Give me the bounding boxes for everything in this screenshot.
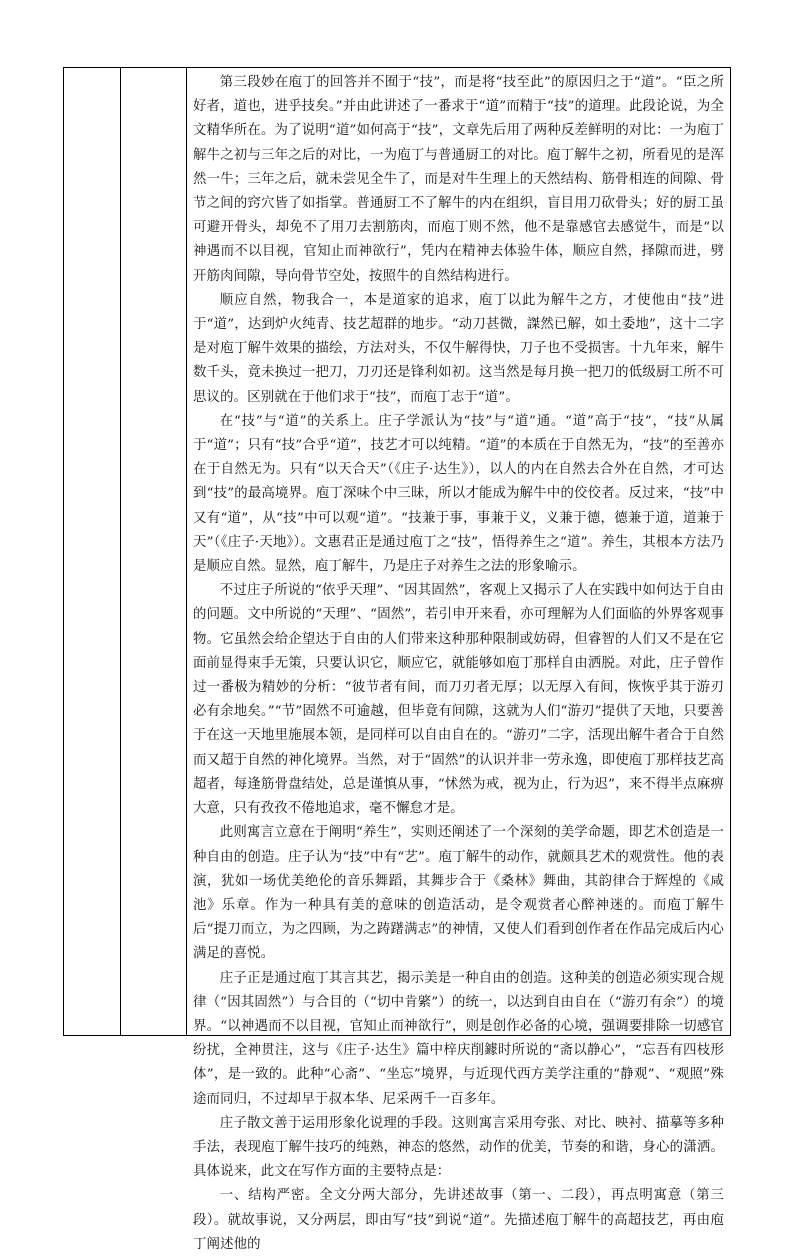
paragraph: 不过庄子所说的“依乎天理”、“因其固然”，客观上又揭示了人在实践中如何达于自由的问题。文中所说的“天理”、“固然”，若引申开来看，亦可理解为人们面临的外界客观事物。它虽然会给企望达于自由的人们带来这种那种限制或妨碍，但睿智的人们又不是在它面前显得束手无策，只要认识它，顺应它，就能够如庖丁那样自由洒脱。对此，庄子曾作过一番极为精妙的分析：“彼节者有间，而刀刃者无厚；以无厚入有间，恢恢乎其于游刃必有余地矣。”“节”固然不可逾越，但毕竟有间隙，这就为人们“游刃”提供了天地，只要善于在这一天地里施展本领，是同样可以自由自在的。“游刃”二字，活现出解牛者合于自然而又超于自然的神化境界。当然，对于“固然”的认识并非一劳永逸，即使庖丁那样技艺高超者，每逢筋骨盘结处，总是谨慎从事，“怵然为戒，视为止，行为迟”，来不得半点麻痹大意，只有孜孜不倦地追求，毫不懈怠才是。 [193, 583, 724, 817]
paragraph: 第三段妙在庖丁的回答并不囿于“技”，而是将“技至此”的原因归之于“道”。“臣之所好者，道也，进乎技矣。”并由此讲述了一番求于“道”而精于“技”的道理。此段论说，为全文精华所在。为了说明“道”如何高于“技”，文章先后用了两种反差鲜明的对比：一为庖丁解牛之初与三年之后的对比，一为庖丁与普通厨工的对比。庖丁解牛之初，所看见的是浑然一牛；三年之后，就未尝见全牛了，而是对牛生理上的天然结构、筋骨相连的间隙、骨节之间的窍穴皆了如指掌。普通厨工不了解牛的内在组织，盲目用刀砍骨头；好的厨工虽可避开骨头，却免不了用刀去割筋肉，而庖丁则不然，他不是靠感官去感觉牛，而是“以神遇而不以目视，官知止而神欲行”，凭内在精神去体验牛体，顺应自然，择隙而进，劈开筋肉间隙，导向骨节空处，按照牛的自然结构进行。 [193, 75, 724, 284]
table-frame [63, 67, 731, 1252]
paragraph: 在“技”与“道”的关系上。庄子学派认为“技”与“道”通。“道”高于“技”，“技”从属于“道”；只有“技”合乎“道”，技艺才可以纯精。“道”的本质在于自然无为，“技”的至善亦在于自然无为。只有“以天合天”（《庄子·达生》），以人的内在自然去合外在自然，才可达到“技”的最高境界。庖丁深味个中三昧，所以才能成为解牛中的佼佼者。反过来，“技”中又有“道”，从“技”中可以观“道”。“技兼于事，事兼于义，义兼于德，德兼于道，道兼于天”（《庄子·天地》）。文惠君正是通过庖丁之“技”，悟得养生之“道”。养生，其根本方法乃是顺应自然。显然，庖丁解牛，乃是庄子对养生之法的形象喻示。 [193, 413, 724, 575]
paragraph: 庄子正是通过庖丁其言其艺，揭示美是一种自由的创造。这种美的创造必须实现合规律（“因其固然”）与合目的（“切中肯綮”）的统一，以达到自由自在（“游刃有余”）的境界。“以神遇而不以目视，官知止而神欲行”，则是创作必备的心境，强调要排除一切感官纷扰，全神贯注，这与《庄子·达生》篇中梓庆削鐻时所说的“斋以静心”，“忘吾有四枝形体”，是一致的。此种“心斋”、“坐忘”境界，与近现代西方美学注重的“静观”、“观照”殊途而同归，不过却早于叔本华、尼采两千一百多年。 [193, 970, 724, 1107]
text-cell [187, 68, 730, 1252]
paragraph: 一、结构严密。全文分两大部分，先讲述故事（第一、二段），再点明寓意（第三段）。就故事说，又分两层，即由写“技”到说“道”。先描述庖丁解牛的高超技艺，再由庖丁阐述他的 [193, 1188, 724, 1252]
middle-blank-column [121, 68, 187, 1035]
paragraph: 此则寓言立意在于阐明“养生”，实则还阐述了一个深刻的美学命题，即艺术创造是一种自由的创造。庄子认为“技”中有“艺”。庖丁解牛的动作，就颇具艺术的观赏性。他的表演，犹如一场优美绝伦的音乐舞蹈，其舞步合于《桑林》舞曲，其韵律合于辉煌的《咸池》乐章。作为一种具有美的意味的创造活动，是令观赏者心醉神迷的。而庖丁解牛后“提刀而立，为之四顾，为之踌躇满志”的神情，又使人们看到创作者在作品完成后内心满足的喜悦。 [193, 825, 724, 962]
paragraph: 庄子散文善于运用形象化说理的手段。这则寓言采用夸张、对比、映衬、描摹等多种手法，表现庖丁解牛技巧的纯熟，神态的悠然，动作的优美，节奏的和谐，身心的潇洒。具体说来，此文在写作方面的主要特点是： [193, 1115, 724, 1180]
paragraph: 顺应自然，物我合一，本是道家的追求，庖丁以此为解牛之方，才使他由“技”进于“道”，达到炉火纯青、技艺超群的地步。“动刀甚微，謋然已解，如土委地”，这十二字是对庖丁解牛效果的描绘，方法对头，不仅牛解得快，刀子也不受损害。十九年来，解牛数千头，竟未换过一把刀，刀刃还是锋利如初。这当然是每月换一把刀的低级厨工所不可思议的。区别就在于他们求于“技”，而庖丁志于“道”。 [193, 292, 724, 405]
left-blank-column [64, 68, 121, 1035]
